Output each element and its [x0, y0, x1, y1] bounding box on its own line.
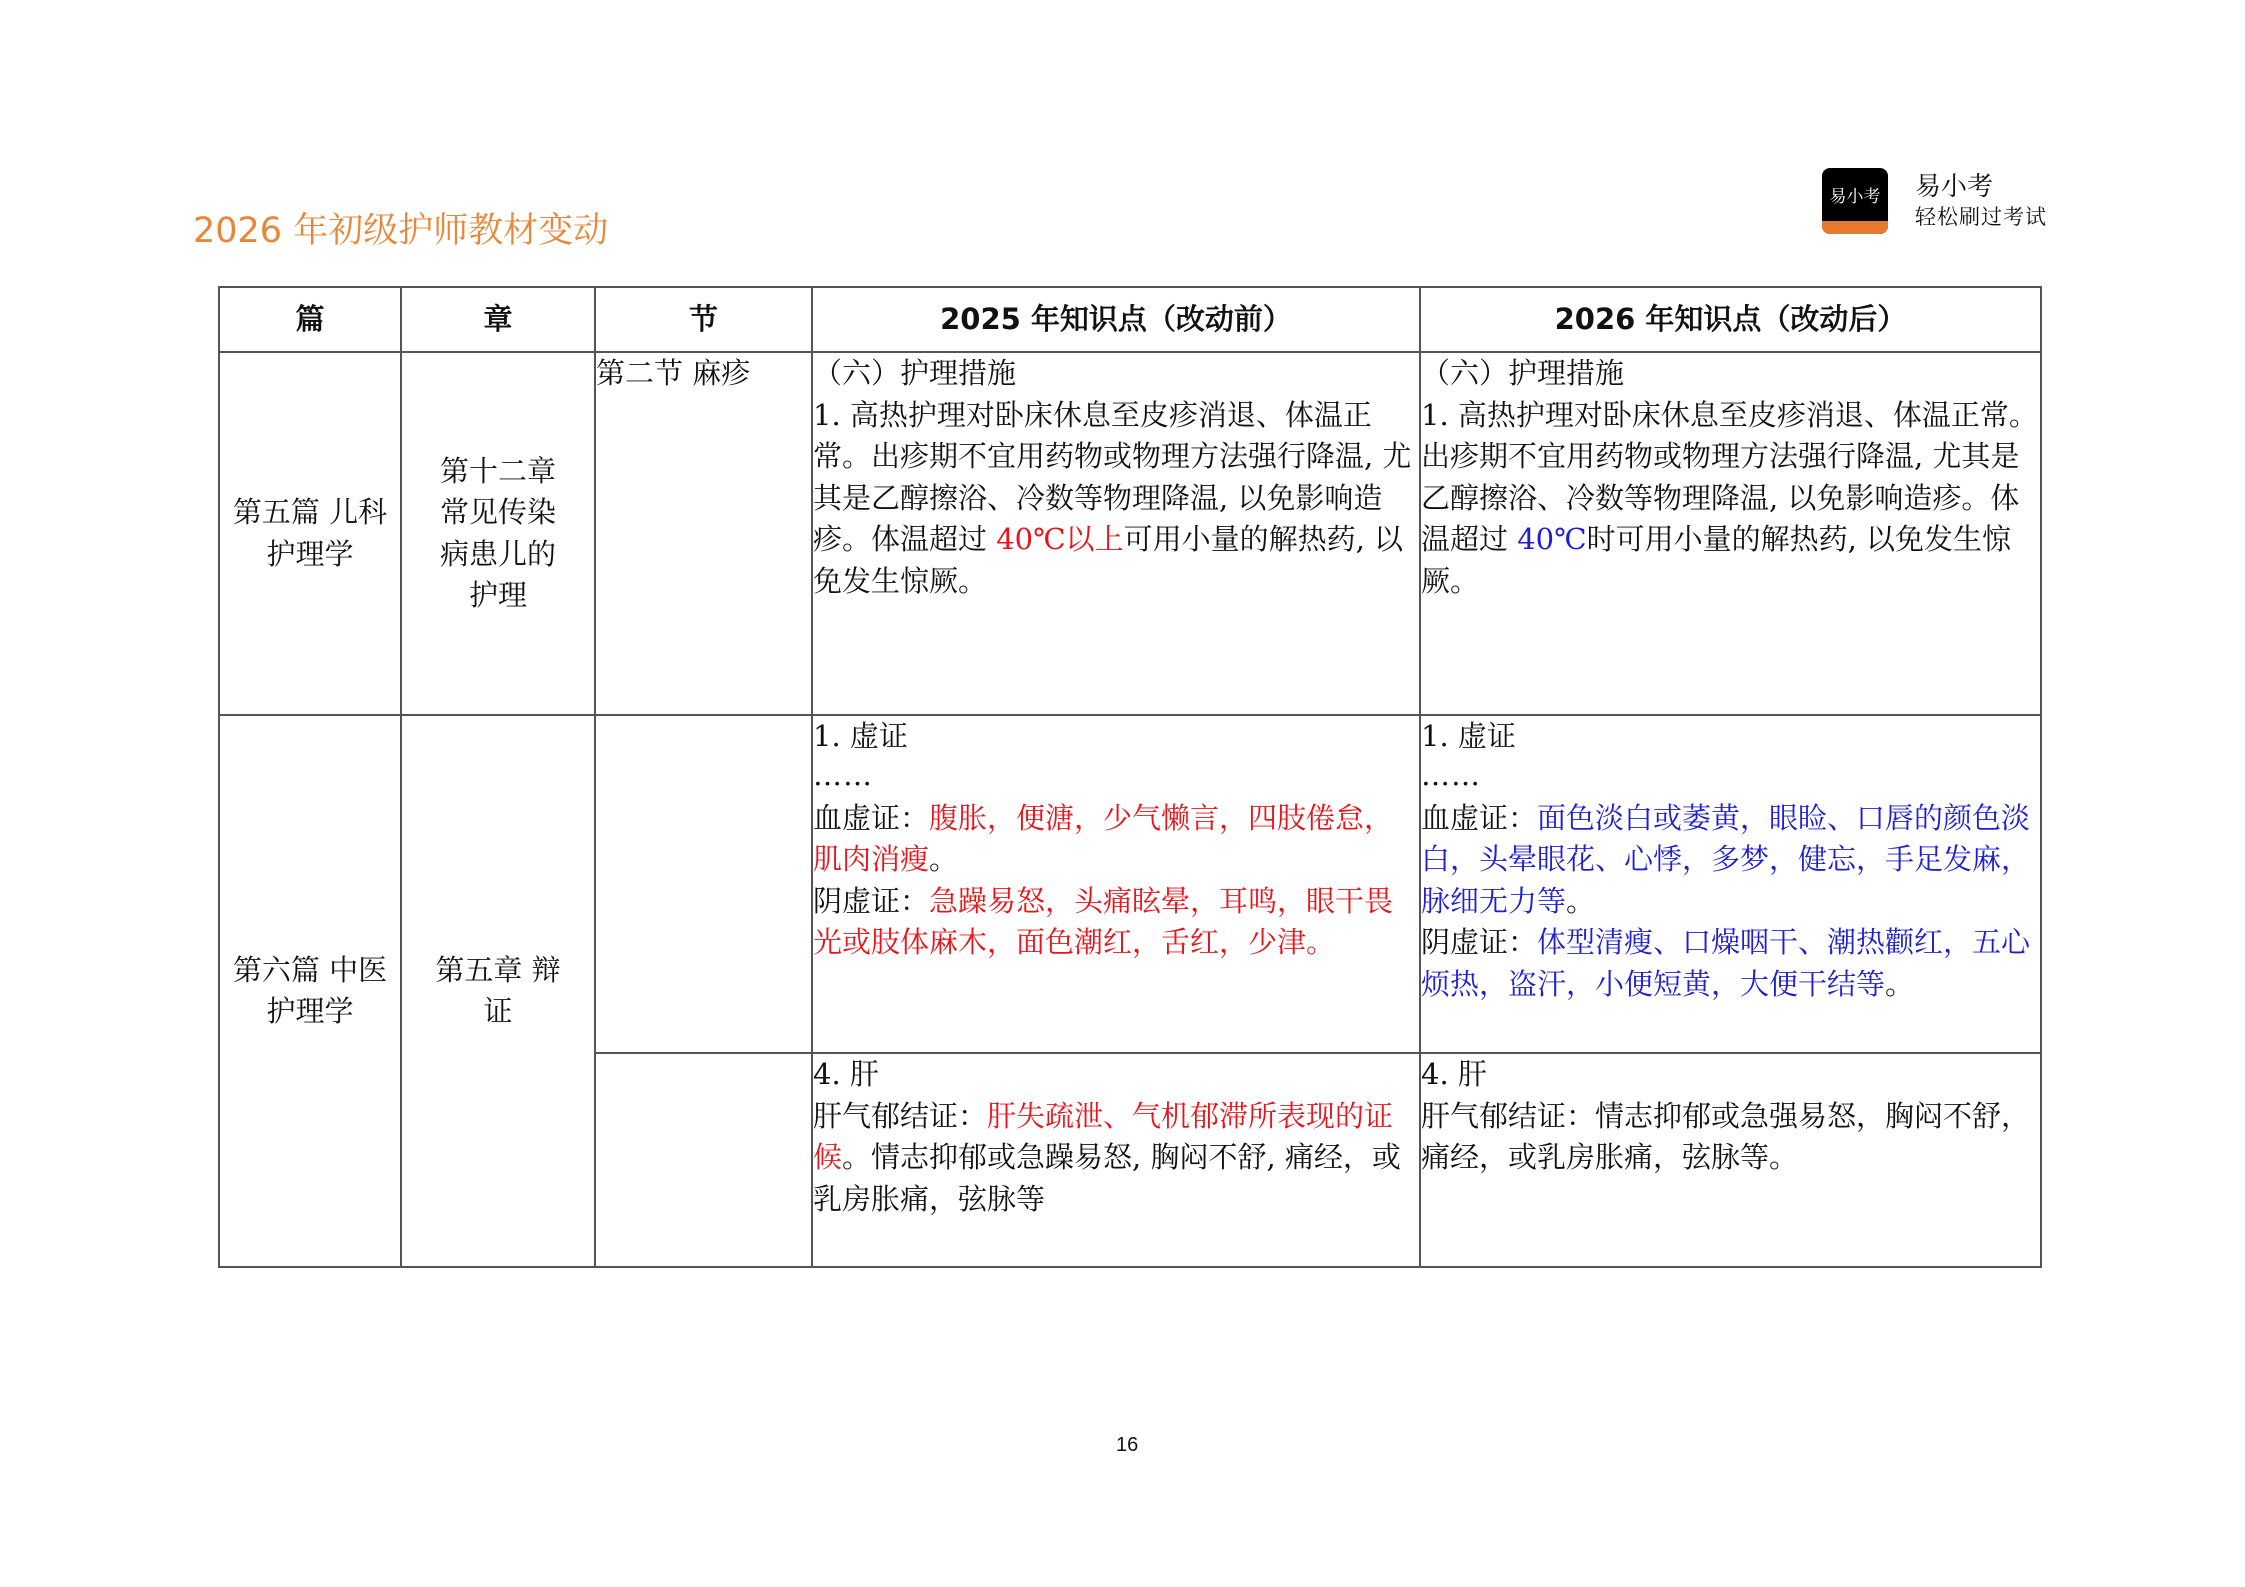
brand-logo-text: 易小考	[1829, 187, 1881, 207]
before-text-prefix: 1. 高热护理对卧床休息至皮疹消退、体温正常。出疹期不宜用药物或物理方法强行降温, 尤其是乙醇擦浴、冷数等物理降温, 以免影响造疹。体温超过	[813, 397, 1412, 556]
brand-logo-icon	[1822, 168, 1888, 234]
table-header-row	[219, 287, 2041, 352]
brand-text	[1915, 172, 2047, 230]
yin-deficiency-label: 阴虚证：	[813, 883, 930, 918]
added-highlight: 40℃	[1517, 522, 1587, 556]
liver-qi-text: 。情志抑郁或急躁易怒, 胸闷不舒, 痛经，或乳房胀痛，弦脉等	[813, 1140, 1401, 1216]
before-cell	[812, 715, 1420, 1053]
section-cell	[595, 1053, 812, 1267]
liver-qi-text: 情志抑郁或急强易怒，胸闷不舒，痛经，或乳房胀痛，弦脉等。	[1421, 1098, 2031, 1174]
chapter-label: 第十二章 常见传染病患儿的护理	[439, 453, 556, 612]
after-text-prefix: 1. 高热护理对卧床休息至皮疹消退、体温正常。出疹期不宜用药物或物理方法强行降温, 尤其是乙醇擦浴、冷数等物理降温, 以免影响造疹。体温超过	[1421, 397, 2038, 556]
part-label: 第五篇 儿科护理学	[232, 495, 388, 571]
before-text	[813, 398, 1411, 598]
liver-qi-label: 肝气郁结证：	[1421, 1098, 1596, 1133]
before-heading: 1. 虚证	[813, 719, 908, 753]
brand-logo-band	[1822, 221, 1888, 234]
removed-highlight: 肝失疏泄、气机郁滞所表现的证候	[813, 1098, 1394, 1174]
section-cell	[595, 352, 812, 715]
part-cell	[219, 352, 401, 715]
after-cell	[1420, 352, 2041, 715]
table-row	[219, 715, 2041, 1053]
blood-deficiency-after	[1421, 798, 2040, 923]
removed-highlight: 腹胀，便溏，少气懒言，四肢倦怠，肌肉消瘦	[813, 800, 1394, 876]
sentence-end: 。	[929, 842, 959, 876]
after-text-suffix: 时可用小量的解热药, 以免发生惊厥。	[1421, 522, 2011, 598]
ellipsis: ……	[813, 757, 873, 792]
ellipsis: ……	[1421, 757, 1481, 792]
section-label: 第二节 麻疹	[596, 356, 751, 390]
brand-name: 易小考	[1915, 171, 1994, 202]
liver-qi-before	[813, 1099, 1401, 1216]
column-header-before: 2025 年知识点（改动前）	[812, 287, 1420, 352]
yin-deficiency-label: 阴虚证：	[1421, 925, 1538, 959]
column-header-chapter: 章	[401, 287, 595, 352]
chapter-cell	[401, 352, 595, 715]
part-label: 第六篇 中医护理学	[232, 952, 388, 1028]
blood-deficiency-label: 血虚证：	[1421, 800, 1538, 835]
after-heading: 1. 虚证	[1421, 719, 1516, 753]
sentence-end: 。	[1306, 925, 1336, 959]
yin-deficiency-after	[1421, 922, 2040, 1005]
before-heading: （六）护理措施	[813, 356, 1017, 390]
added-highlight: 面色淡白或萎黄，眼睑、口唇的颜色淡白，头晕眼花、心悸，多梦，健忘，手足发麻，脉细无力等	[1421, 800, 2031, 918]
after-heading: 4. 肝	[1421, 1057, 1487, 1091]
after-heading: （六）护理措施	[1421, 356, 1625, 390]
chapter-label: 第五章 辩证	[435, 952, 561, 1028]
removed-highlight: 40℃以上	[996, 522, 1124, 556]
before-heading: 4. 肝	[813, 1057, 879, 1091]
part-cell	[219, 715, 401, 1267]
before-cell	[812, 352, 1420, 715]
page-title: 2026 年初级护师教材变动	[193, 211, 609, 251]
page-number: 16	[1116, 1434, 1139, 1456]
yin-deficiency-before	[813, 881, 1419, 964]
brand-slogan: 轻松刷过考试	[1915, 205, 2047, 229]
before-cell	[812, 1053, 1420, 1267]
column-header-section: 节	[595, 287, 812, 352]
sentence-end: 。	[1885, 966, 1915, 1001]
section-cell	[595, 715, 812, 1053]
blood-deficiency-before	[813, 798, 1419, 881]
column-header-after: 2026 年知识点（改动后）	[1420, 287, 2041, 352]
after-cell	[1420, 1053, 2041, 1267]
liver-qi-after	[1421, 1099, 2030, 1175]
changes-table	[218, 286, 2042, 1268]
removed-highlight: 急躁易怒，头痛眩晕，耳鸣，眼干畏光或肢体麻木，面色潮红，舌红，少津	[813, 883, 1394, 959]
liver-qi-label: 肝气郁结证：	[813, 1098, 988, 1133]
after-cell	[1420, 715, 2041, 1053]
after-text	[1421, 398, 2038, 598]
chapter-cell	[401, 715, 595, 1267]
brand-badge	[1822, 168, 2047, 234]
added-highlight: 体型清瘦、口燥咽干、潮热颧红，五心烦热，盗汗，小便短黄，大便干结等	[1421, 925, 2031, 1001]
column-header-part: 篇	[219, 287, 401, 352]
table-row	[219, 352, 2041, 715]
before-text-suffix: 可用小量的解热药, 以免发生惊厥。	[813, 522, 1403, 598]
blood-deficiency-label: 血虚证：	[813, 800, 930, 835]
sentence-end: 。	[1566, 883, 1596, 918]
